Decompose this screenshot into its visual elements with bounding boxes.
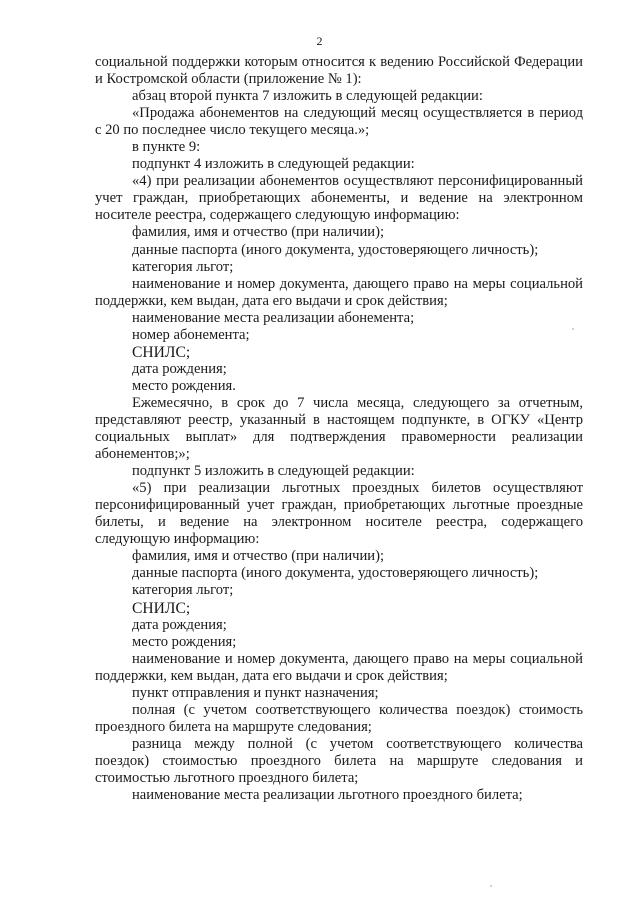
paragraph: «4) при реализации абонементов осуществляют персонифицированный учет граждан, приобретающих абонементы, и ведение на электронном носителе реестра, содержащего следующую информацию:: [95, 173, 583, 224]
paragraph: данные паспорта (иного документа, удостоверяющего личность);: [132, 241, 539, 258]
scan-speck: [490, 885, 492, 887]
paragraph: место рождения;: [132, 633, 237, 650]
paragraph: «5) при реализации льготных проездных билетов осуществляют персонифицированный учет граждан, приобретающих льготные проездные билеты, и ведение на электронном носителе реестра, содержащего следующую информацию:: [95, 480, 583, 548]
page-number: 2: [316, 34, 323, 48]
paragraph: наименование места реализации льготного проездного билета;: [132, 787, 523, 804]
paragraph: данные паспорта (иного документа, удостоверяющего личность);: [132, 565, 539, 582]
paragraph: номер абонемента;: [132, 326, 250, 343]
paragraph: социальной поддержки которым относится к ведению Российской Федерации и Костромской области (приложение № 1):: [95, 54, 583, 88]
paragraph: в пункте 9:: [132, 139, 201, 156]
paragraph: наименование места реализации абонемента;: [132, 309, 415, 326]
paragraph: наименование и номер документа, дающего право на меры социальной поддержки, кем выдан, дата его выдачи и срок действия;: [95, 275, 583, 309]
paragraph: Ежемесячно, в срок до 7 числа месяца, следующего за отчетным, представляют реестр, указанный в настоящем подпункте, в ОГКУ «Центр социальных выплат» для подтверждения правомерности реализации абонементов;»;: [95, 394, 583, 463]
paragraph: наименование и номер документа, дающего право на меры социальной поддержки, кем выдан, дата его выдачи и срок действия;: [95, 650, 583, 684]
paragraph: категория льгот;: [132, 582, 234, 599]
document-body: [95, 54, 583, 804]
paragraph: фамилия, имя и отчество (при наличии);: [132, 224, 385, 241]
paragraph: СНИЛС;: [132, 599, 191, 617]
paragraph: абзац второй пункта 7 изложить в следующей редакции:: [132, 88, 483, 105]
paragraph: пункт отправления и пункт назначения;: [132, 684, 379, 701]
paragraph: полная (с учетом соответствующего количества поездок) стоимость проездного билета на маршруте следования;: [95, 701, 583, 735]
paragraph: дата рождения;: [132, 360, 227, 377]
paragraph: СНИЛС;: [132, 343, 191, 361]
paragraph: фамилия, имя и отчество (при наличии);: [132, 548, 385, 565]
paragraph: разница между полной (с учетом соответствующего количества поездок) стоимостью проездного билета на маршруте следования и стоимостью льготного проездного билета;: [95, 735, 583, 786]
paragraph: подпункт 4 изложить в следующей редакции:: [132, 156, 415, 173]
paragraph: место рождения.: [132, 377, 236, 394]
paragraph: дата рождения;: [132, 616, 227, 633]
paragraph: подпункт 5 изложить в следующей редакции:: [132, 463, 415, 480]
paragraph: «Продажа абонементов на следующий месяц осуществляется в период с 20 по последнее число текущего месяца.»;: [95, 105, 583, 139]
paragraph: категория льгот;: [132, 258, 234, 275]
